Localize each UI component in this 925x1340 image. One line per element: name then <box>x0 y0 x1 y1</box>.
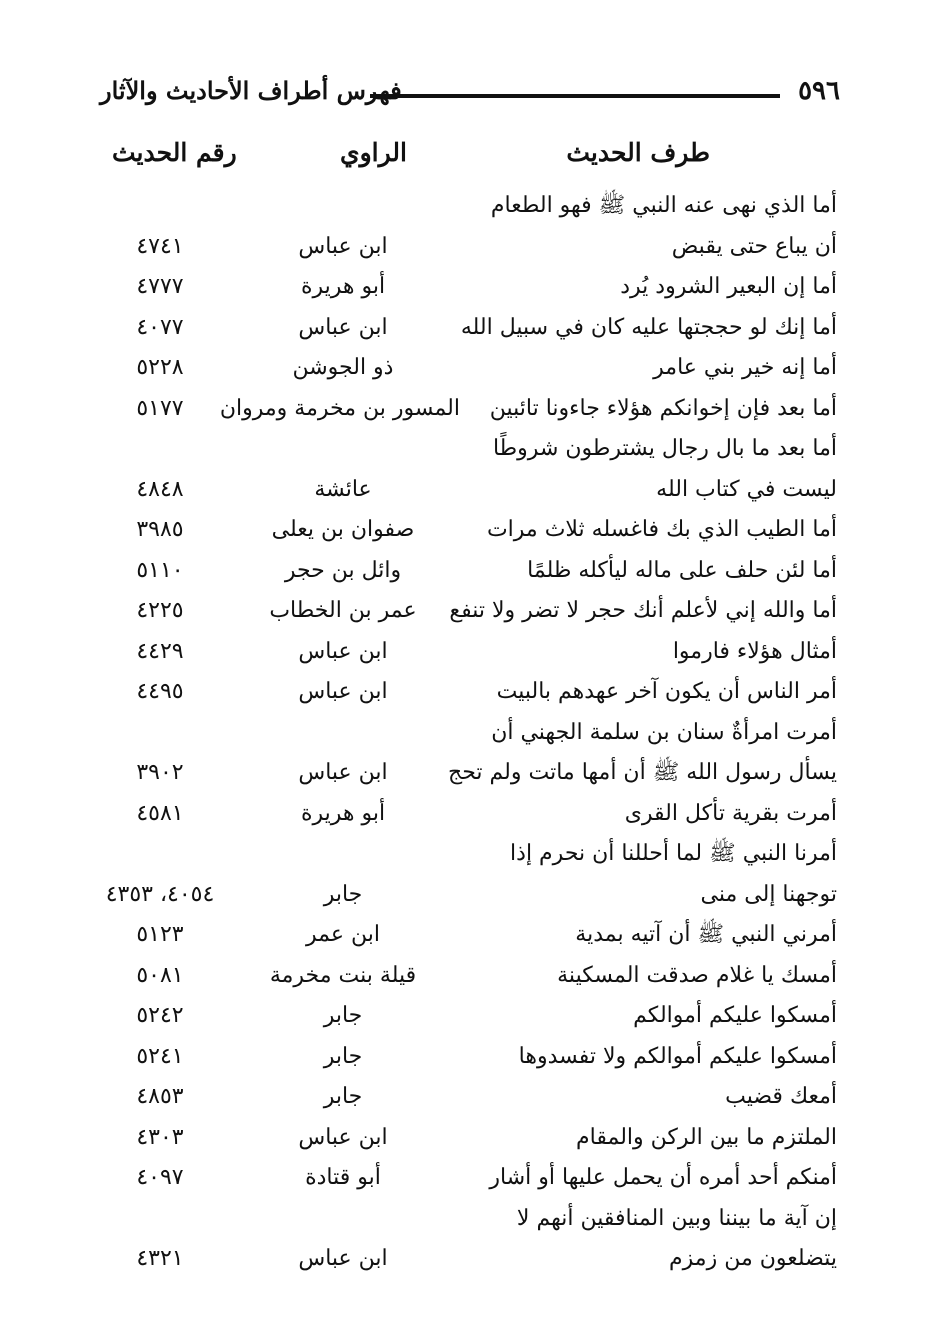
narrator: عمر بن الخطاب <box>269 598 417 623</box>
index-row <box>0 996 925 1037</box>
index-row <box>0 429 925 470</box>
narrator: أبو قتادة <box>305 1165 381 1190</box>
index-row <box>0 834 925 875</box>
index-entries <box>0 186 925 1280</box>
hadith-text: أمرني النبي ﷺ أن آتيه بمدية <box>575 922 837 947</box>
narrator: ابن عباس <box>298 314 388 340</box>
hadith-text: أمنكم أحد أمره أن يحمل عليها أو أشار <box>489 1165 837 1190</box>
narrator: قيلة بنت مخرمة <box>269 962 417 988</box>
index-row <box>0 1077 925 1118</box>
narrator: جابر <box>323 1003 363 1028</box>
narrator: ذو الجوشن <box>292 355 394 380</box>
hadith-number: ٤٨٤٨ <box>136 476 184 502</box>
index-row <box>0 470 925 511</box>
index-row <box>0 1158 925 1199</box>
hadith-number: ٤٧٤١ <box>136 233 184 259</box>
hadith-number: ٣٩٨٥ <box>136 517 184 542</box>
hadith-text: أما بعد ما بال رجال يشترطون شروطًا <box>492 436 837 461</box>
hadith-number: ٤٧٧٧ <box>136 274 184 299</box>
hadith-number: ٤٠٥٤، ٤٣٥٣ <box>105 881 215 907</box>
hadith-text: أمرت بقرية تأكل القرى <box>624 800 837 826</box>
index-row <box>0 753 925 794</box>
index-row <box>0 510 925 551</box>
column-header-narrator: الراوي <box>340 138 407 167</box>
narrator: وائل بن حجر <box>284 557 402 583</box>
hadith-text: أما بعد فإن إخوانكم هؤلاء جاءونا تائبين <box>489 395 837 421</box>
hadith-number: ٤٠٧٧ <box>136 314 184 340</box>
hadith-number: ٤٤٩٥ <box>136 679 184 704</box>
hadith-number: ٥٢٢٨ <box>136 355 184 380</box>
hadith-number: ٥١٧٧ <box>136 395 184 421</box>
hadith-text: أمسك يا غلام صدقت المسكينة <box>557 962 837 988</box>
hadith-text: إن آية ما بيننا وبين المنافقين أنهم لا <box>516 1205 837 1231</box>
narrator: أبو هريرة <box>300 274 386 299</box>
narrator: ابن عباس <box>298 1124 388 1150</box>
column-header-text: طرف الحديث <box>566 138 710 167</box>
narrator: ابن عباس <box>298 679 388 704</box>
narrator: عائشة <box>314 476 372 502</box>
hadith-text: أمر الناس أن يكون آخر عهدهم بالبيت <box>496 679 837 704</box>
column-headers <box>100 138 840 182</box>
narrator: جابر <box>323 881 363 907</box>
hadith-text: أما إن البعير الشرود يُرد <box>620 274 837 299</box>
index-row <box>0 1037 925 1078</box>
hadith-text: أمسكوا عليكم أموالكم <box>633 1003 837 1028</box>
index-row <box>0 227 925 268</box>
hadith-number: ٣٩٠٢ <box>136 760 184 785</box>
index-row <box>0 267 925 308</box>
hadith-number: ٤٣٠٣ <box>136 1124 184 1150</box>
index-row <box>0 551 925 592</box>
hadith-text: يسأل رسول الله ﷺ أن أمها ماتت ولم تحج <box>448 760 837 785</box>
index-row <box>0 308 925 349</box>
hadith-number: ٤٤٢٩ <box>136 638 184 664</box>
hadith-text: أما الطيب الذي بك فاغسله ثلاث مرات <box>486 517 837 542</box>
narrator: صفوان بن يعلى <box>271 517 415 542</box>
index-row <box>0 348 925 389</box>
running-title: فهرس أطراف الأحاديث والآثار <box>100 76 402 105</box>
index-row <box>0 591 925 632</box>
hadith-text: أما والله إني لأعلم أنك حجر لا تضر ولا تنفع <box>449 598 837 623</box>
hadith-text: توجهنا إلى منى <box>700 881 837 907</box>
hadith-text: أما لئن حلف على ماله ليأكله ظلمًا <box>527 557 837 583</box>
index-row <box>0 1199 925 1240</box>
index-row <box>0 389 925 430</box>
hadith-text: أما الذي نهى عنه النبي ﷺ فهو الطعام <box>490 193 837 218</box>
header-rule <box>370 94 780 98</box>
page-header <box>100 68 840 118</box>
narrator: أبو هريرة <box>300 800 386 826</box>
hadith-text: أمسكوا عليكم أموالكم ولا تفسدوها <box>518 1043 837 1069</box>
hadith-number: ٤٥٨١ <box>136 800 184 826</box>
hadith-text: يتضلعون من زمزم <box>669 1246 837 1271</box>
index-row <box>0 672 925 713</box>
index-row <box>0 632 925 673</box>
hadith-text: ليست في كتاب الله <box>656 476 837 502</box>
narrator: ابن عباس <box>298 233 388 259</box>
hadith-text: أمثال هؤلاء فارموا <box>672 638 837 664</box>
column-header-number: رقم الحديث <box>112 138 237 167</box>
hadith-number: ٥٢٤١ <box>136 1043 184 1069</box>
hadith-text: أمرنا النبي ﷺ لما أحللنا أن نحرم إذا <box>510 841 837 866</box>
page-number: ٥٩٦ <box>798 76 840 106</box>
narrator: جابر <box>323 1084 363 1109</box>
index-row <box>0 1118 925 1159</box>
narrator: ابن عمر <box>306 922 380 947</box>
hadith-text: أما إنه خير بني عامر <box>653 355 837 380</box>
hadith-number: ٤٣٢١ <box>136 1246 184 1271</box>
hadith-text: أن يباع حتى يقبض <box>671 233 837 259</box>
hadith-text: أمرت امرأةٌ سنان بن سلمة الجهني أن <box>491 719 837 745</box>
index-row <box>0 956 925 997</box>
index-row <box>0 186 925 227</box>
hadith-number: ٥١٢٣ <box>136 922 184 947</box>
index-row <box>0 875 925 916</box>
hadith-number: ٥٠٨١ <box>136 962 184 988</box>
index-row <box>0 1239 925 1280</box>
narrator: المسور بن مخرمة ومروان <box>219 395 460 421</box>
hadith-number: ٤٨٥٣ <box>136 1084 184 1109</box>
narrator: ابن عباس <box>298 1246 388 1271</box>
hadith-number: ٤٢٢٥ <box>136 598 184 623</box>
hadith-number: ٥١١٠ <box>136 557 184 583</box>
index-row <box>0 794 925 835</box>
narrator: جابر <box>323 1043 363 1069</box>
narrator: ابن عباس <box>298 760 388 785</box>
hadith-text: أما إنك لو حججتها عليه كان في سبيل الله <box>460 314 837 340</box>
hadith-number: ٤٠٩٧ <box>136 1165 184 1190</box>
narrator: ابن عباس <box>298 638 388 664</box>
hadith-text: أمعك قضيب <box>725 1084 837 1109</box>
index-row <box>0 713 925 754</box>
hadith-text: الملتزم ما بين الركن والمقام <box>576 1124 837 1150</box>
index-row <box>0 915 925 956</box>
hadith-number: ٥٢٤٢ <box>136 1003 184 1028</box>
